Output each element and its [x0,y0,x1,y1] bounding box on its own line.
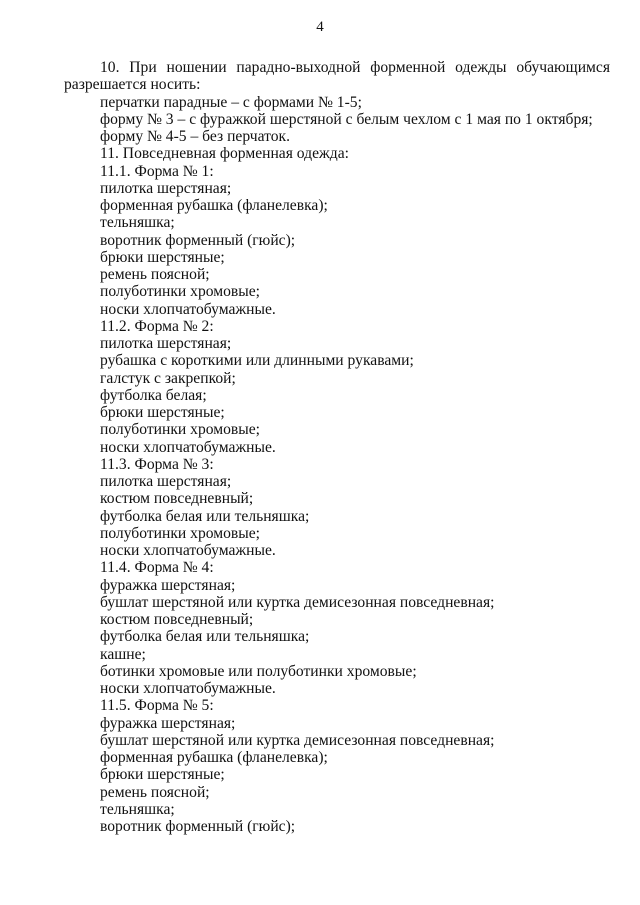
paragraph-10: 10. При ношении парадно-выходной форменной одежды обучающимся разрешается носить: [64,59,610,94]
document-body [64,59,610,835]
form-1-item: тельняшка; [100,214,175,232]
form-2-item: брюки шерстяные; [100,404,225,421]
form-4-item: ботинки хромовые или полуботинки хромовые; [100,662,417,680]
form-2-item: пилотка шерстяная; [100,335,232,352]
line-1: перчатки парадные – с формами № 1-5; [100,93,362,111]
form-4-item: носки хлопчатобумажные. [100,680,276,697]
section-11-heading: 11. Повседневная форменная одежда: [100,145,349,163]
form-1-item: брюки шерстяные; [100,248,225,266]
form-3-item: костюм повседневный; [100,490,254,508]
form-5-heading: 11.5. Форма № 5: [100,697,214,715]
form-2-heading: 11.2. Форма № 2: [100,317,214,335]
form-4-item: кашне; [100,645,146,663]
form-2-item: полуботинки хромовые; [100,421,261,439]
form-4-item: футболка белая или тельняшка; [100,628,310,646]
form-4-item: костюм повседневный; [100,611,254,628]
form-5-item: ремень поясной; [100,783,210,801]
form-5-item: форменная рубашка (фланелевка); [100,749,328,766]
form-5-item: тельняшка; [100,800,175,818]
form-1-item: воротник форменный (гюйс); [100,231,296,249]
form-1-item: носки хлопчатобумажные. [100,300,276,318]
form-2-item: носки хлопчатобумажные. [100,438,276,456]
form-1-item: ремень поясной; [100,266,210,283]
form-5-item: бушлат шерстяной или куртка демисезонная повседневная; [100,731,495,749]
form-3-heading: 11.3. Форма № 3: [100,455,214,473]
form-2-item: футболка белая; [100,386,207,404]
form-4-heading: 11.4. Форма № 4: [100,559,214,577]
form-1-item: полуботинки хромовые; [100,283,261,301]
form-5-item: брюки шерстяные; [100,766,225,784]
form-1-item: форменная рубашка (фланелевка); [100,197,328,214]
form-4-item: фуражка шерстяная; [100,576,236,594]
form-3-item: носки хлопчатобумажные. [100,542,276,559]
form-5-item: фуражка шерстяная; [100,714,236,732]
form-3-item: полуботинки хромовые; [100,524,261,542]
form-3-item: футболка белая или тельняшка; [100,507,310,525]
form-2-item: галстук с закрепкой; [100,369,236,387]
form-3-item: пилотка шерстяная; [100,473,232,490]
form-2-item: рубашка с короткими или длинными рукавами; [100,352,414,370]
line-2: форму № 3 – с фуражкой шерстяной с белым чехлом с 1 мая по 1 октября; [100,110,593,128]
form-1-item: пилотка шерстяная; [100,179,232,197]
line-3: форму № 4-5 – без перчаток. [100,128,290,145]
form-4-item: бушлат шерстяной или куртка демисезонная повседневная; [100,593,495,611]
page-number: 4 [316,19,324,35]
form-1-heading: 11.1. Форма № 1: [100,162,214,180]
form-5-item: воротник форменный (гюйс); [100,818,296,835]
